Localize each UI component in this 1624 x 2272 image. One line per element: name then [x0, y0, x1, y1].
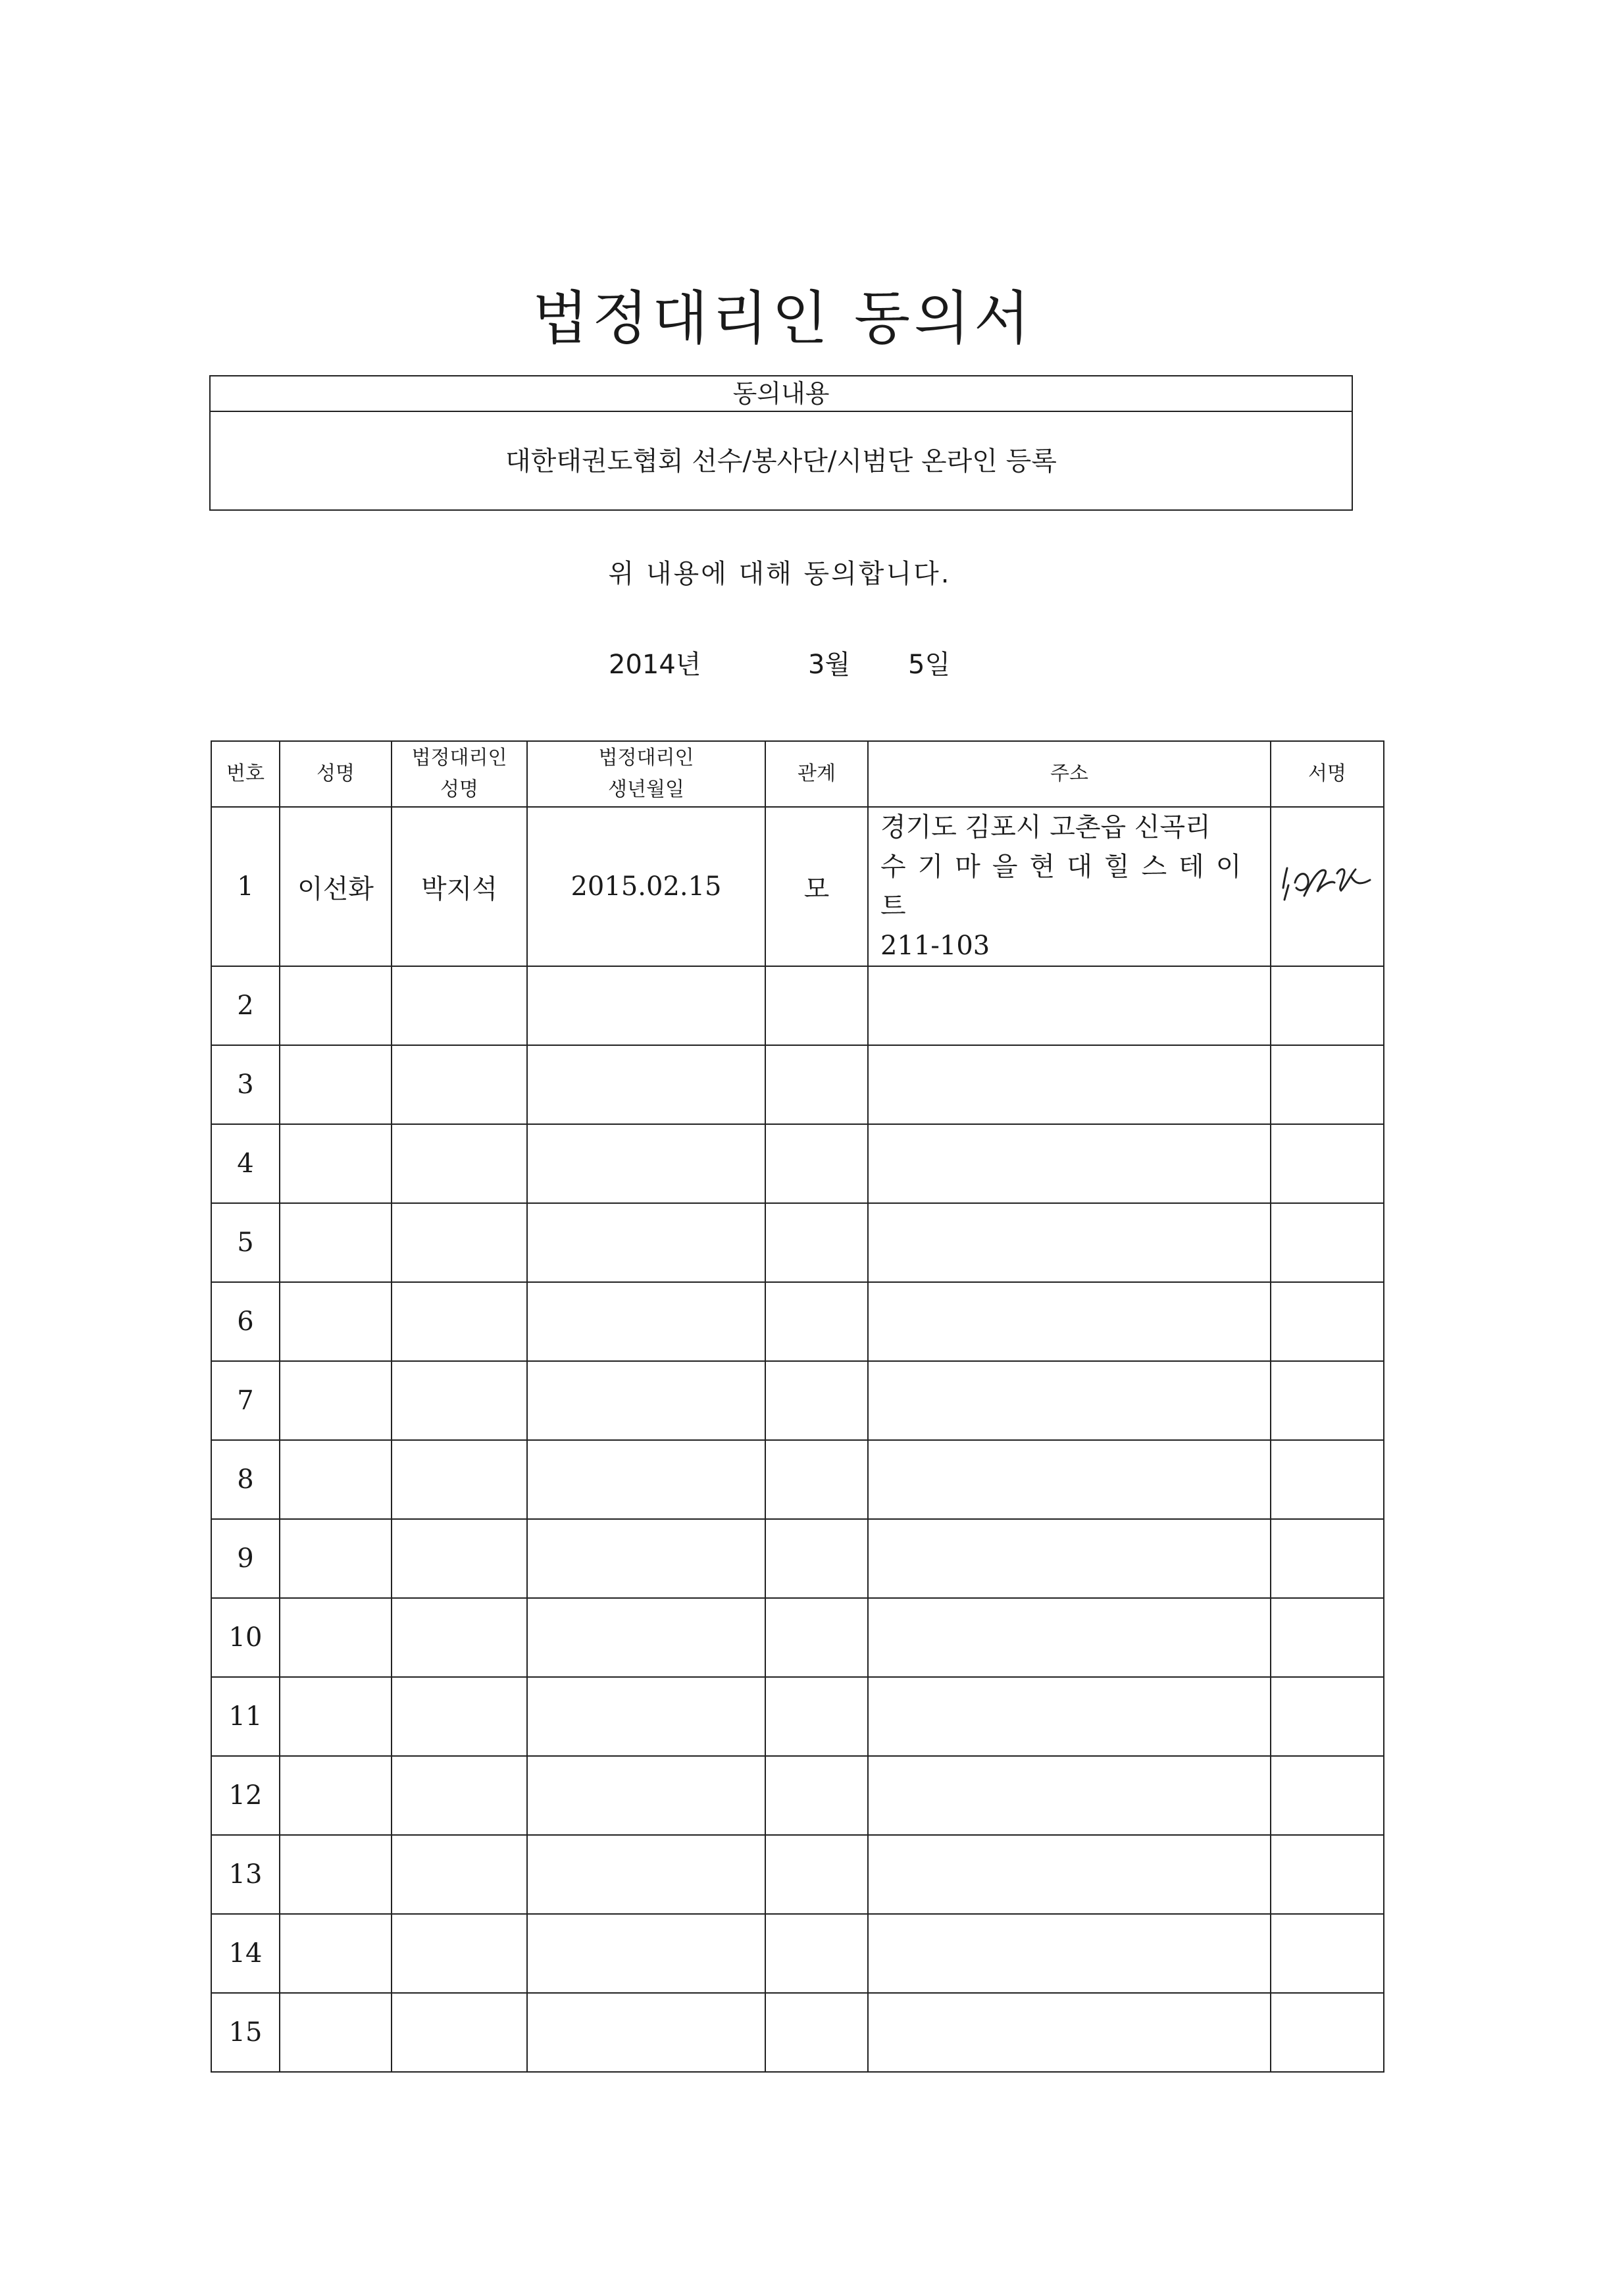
- row-guardian-name: [392, 1203, 527, 1282]
- row-signature: [1271, 1361, 1384, 1440]
- table-row: [211, 1519, 1384, 1598]
- row-name: [280, 1361, 392, 1440]
- row-guardian-birth: [527, 1835, 765, 1914]
- row-signature: [1271, 807, 1384, 966]
- header-guardian-birth-line1: 법정대리인: [598, 746, 694, 769]
- row-relation: [765, 1045, 868, 1124]
- row-signature: [1271, 1124, 1384, 1203]
- row-guardian-name: [392, 1677, 527, 1756]
- row-guardian-name: [392, 1756, 527, 1835]
- row-address: [868, 1282, 1271, 1361]
- row-address: [868, 1045, 1271, 1124]
- header-no: 번호: [211, 741, 280, 807]
- row-no: 8: [211, 1440, 280, 1519]
- row-name: [280, 1756, 392, 1835]
- row-guardian-birth: [527, 1756, 765, 1835]
- row-guardian-name: [392, 1045, 527, 1124]
- row-name: [280, 966, 392, 1045]
- row-guardian-name: [392, 1440, 527, 1519]
- row-relation: [765, 1993, 868, 2072]
- table-row: [211, 1677, 1384, 1756]
- row-name: [280, 1993, 392, 2072]
- row-relation: [765, 1282, 868, 1361]
- table-row: [211, 1835, 1384, 1914]
- row-signature: [1271, 1519, 1384, 1598]
- row-relation: [765, 1203, 868, 1282]
- row-guardian-name: [392, 1282, 527, 1361]
- row-no: 5: [211, 1203, 280, 1282]
- table-row: [211, 1045, 1384, 1124]
- row-no: 1: [211, 807, 280, 966]
- table-row: [211, 1756, 1384, 1835]
- header-guardian-name-line1: 법정대리인: [411, 746, 507, 769]
- row-relation: [765, 966, 868, 1045]
- table-row: [211, 1993, 1384, 2072]
- row-relation: [765, 1677, 868, 1756]
- row-name: 이선화: [280, 807, 392, 966]
- row-relation: [765, 1124, 868, 1203]
- row-signature: [1271, 1045, 1384, 1124]
- row-name: [280, 1282, 392, 1361]
- row-name: [280, 1835, 392, 1914]
- agreement-statement: 위 내용에 대해 동의합니다.: [608, 559, 952, 589]
- row-guardian-name: [392, 1914, 527, 1993]
- row-guardian-birth: [527, 1203, 765, 1282]
- row-no: 3: [211, 1045, 280, 1124]
- row-signature: [1271, 1677, 1384, 1756]
- address-line-1: 경기도 김포시 고촌읍 신곡리: [880, 812, 1211, 842]
- row-no: 9: [211, 1519, 280, 1598]
- row-signature: [1271, 1203, 1384, 1282]
- header-guardian-name: [392, 741, 527, 807]
- row-address: [868, 1756, 1271, 1835]
- row-relation: [765, 1914, 868, 1993]
- row-address: [868, 1124, 1271, 1203]
- row-signature: [1271, 1598, 1384, 1677]
- row-signature: [1271, 1835, 1384, 1914]
- row-signature: [1271, 1440, 1384, 1519]
- row-address: [868, 1598, 1271, 1677]
- row-signature: [1271, 1993, 1384, 2072]
- header-relation: 관계: [765, 741, 868, 807]
- header-signature: 서명: [1271, 741, 1384, 807]
- address-line-2: 수기마을현대힐스테이트: [880, 852, 1254, 921]
- row-address: [868, 1677, 1271, 1756]
- table-row: [211, 1914, 1384, 1993]
- row-name: [280, 1124, 392, 1203]
- table-row: [211, 1440, 1384, 1519]
- address-line-3: 211-103: [880, 931, 990, 961]
- row-guardian-birth: [527, 1914, 765, 1993]
- consent-content-header: 동의내용: [211, 376, 1352, 412]
- row-relation: [765, 1835, 868, 1914]
- row-no: 13: [211, 1835, 280, 1914]
- row-address: [868, 1203, 1271, 1282]
- row-address: [868, 1993, 1271, 2072]
- table-row: [211, 1203, 1384, 1282]
- row-guardian-name: [392, 1361, 527, 1440]
- row-relation: [765, 1519, 868, 1598]
- row-address: [868, 1835, 1271, 1914]
- row-name: [280, 1914, 392, 1993]
- row-guardian-name: [392, 1598, 527, 1677]
- row-no: 6: [211, 1282, 280, 1361]
- row-address: [868, 807, 1271, 966]
- table-row: [211, 966, 1384, 1045]
- header-guardian-name-line2: 성명: [440, 778, 478, 801]
- row-no: 14: [211, 1914, 280, 1993]
- row-name: [280, 1598, 392, 1677]
- row-no: 10: [211, 1598, 280, 1677]
- row-signature: [1271, 1756, 1384, 1835]
- consent-content-body: 대한태권도협회 선수/봉사단/시범단 온라인 등록: [505, 446, 1057, 477]
- handwritten-signature: [1278, 854, 1377, 913]
- row-guardian-birth: [527, 1440, 765, 1519]
- row-guardian-birth: 2015.02.15: [527, 807, 765, 966]
- header-guardian-birth: [527, 741, 765, 807]
- row-address: [868, 966, 1271, 1045]
- row-relation: 모: [765, 807, 868, 966]
- row-relation: [765, 1756, 868, 1835]
- row-signature: [1271, 1282, 1384, 1361]
- row-name: [280, 1203, 392, 1282]
- date-day: 5일: [908, 650, 951, 680]
- row-no: 2: [211, 966, 280, 1045]
- row-guardian-birth: [527, 966, 765, 1045]
- row-guardian-birth: [527, 1598, 765, 1677]
- row-guardian-name: 박지석: [392, 807, 527, 966]
- consent-content-box: [209, 375, 1353, 511]
- row-relation: [765, 1361, 868, 1440]
- row-guardian-name: [392, 1519, 527, 1598]
- row-relation: [765, 1440, 868, 1519]
- row-guardian-birth: [527, 1677, 765, 1756]
- table-row: [211, 1124, 1384, 1203]
- table-row: [211, 807, 1384, 966]
- row-name: [280, 1440, 392, 1519]
- row-guardian-birth: [527, 1282, 765, 1361]
- row-signature: [1271, 1914, 1384, 1993]
- row-address: [868, 1361, 1271, 1440]
- header-name: 성명: [280, 741, 392, 807]
- row-address: [868, 1914, 1271, 1993]
- table-row: [211, 1282, 1384, 1361]
- row-name: [280, 1677, 392, 1756]
- row-guardian-birth: [527, 1045, 765, 1124]
- row-relation: [765, 1598, 868, 1677]
- row-guardian-birth: [527, 1361, 765, 1440]
- table-header-row: [211, 741, 1384, 807]
- row-name: [280, 1045, 392, 1124]
- row-no: 4: [211, 1124, 280, 1203]
- row-signature: [1271, 966, 1384, 1045]
- row-no: 15: [211, 1993, 280, 2072]
- table-row: [211, 1598, 1384, 1677]
- table-row: [211, 1361, 1384, 1440]
- row-guardian-birth: [527, 1993, 765, 2072]
- row-guardian-birth: [527, 1519, 765, 1598]
- header-address: 주소: [868, 741, 1271, 807]
- row-guardian-name: [392, 1993, 527, 2072]
- registration-table: [211, 740, 1384, 2073]
- row-name: [280, 1519, 392, 1598]
- row-address: [868, 1519, 1271, 1598]
- date-month: 3월: [808, 650, 851, 680]
- row-no: 11: [211, 1677, 280, 1756]
- row-no: 7: [211, 1361, 280, 1440]
- row-guardian-name: [392, 1835, 527, 1914]
- page-title: 법정대리인 동의서: [532, 284, 1034, 352]
- date-year: 2014년: [609, 650, 701, 680]
- row-guardian-birth: [527, 1124, 765, 1203]
- row-no: 12: [211, 1756, 280, 1835]
- row-guardian-name: [392, 966, 527, 1045]
- row-address: [868, 1440, 1271, 1519]
- row-guardian-name: [392, 1124, 527, 1203]
- header-guardian-birth-line2: 생년월일: [608, 778, 684, 801]
